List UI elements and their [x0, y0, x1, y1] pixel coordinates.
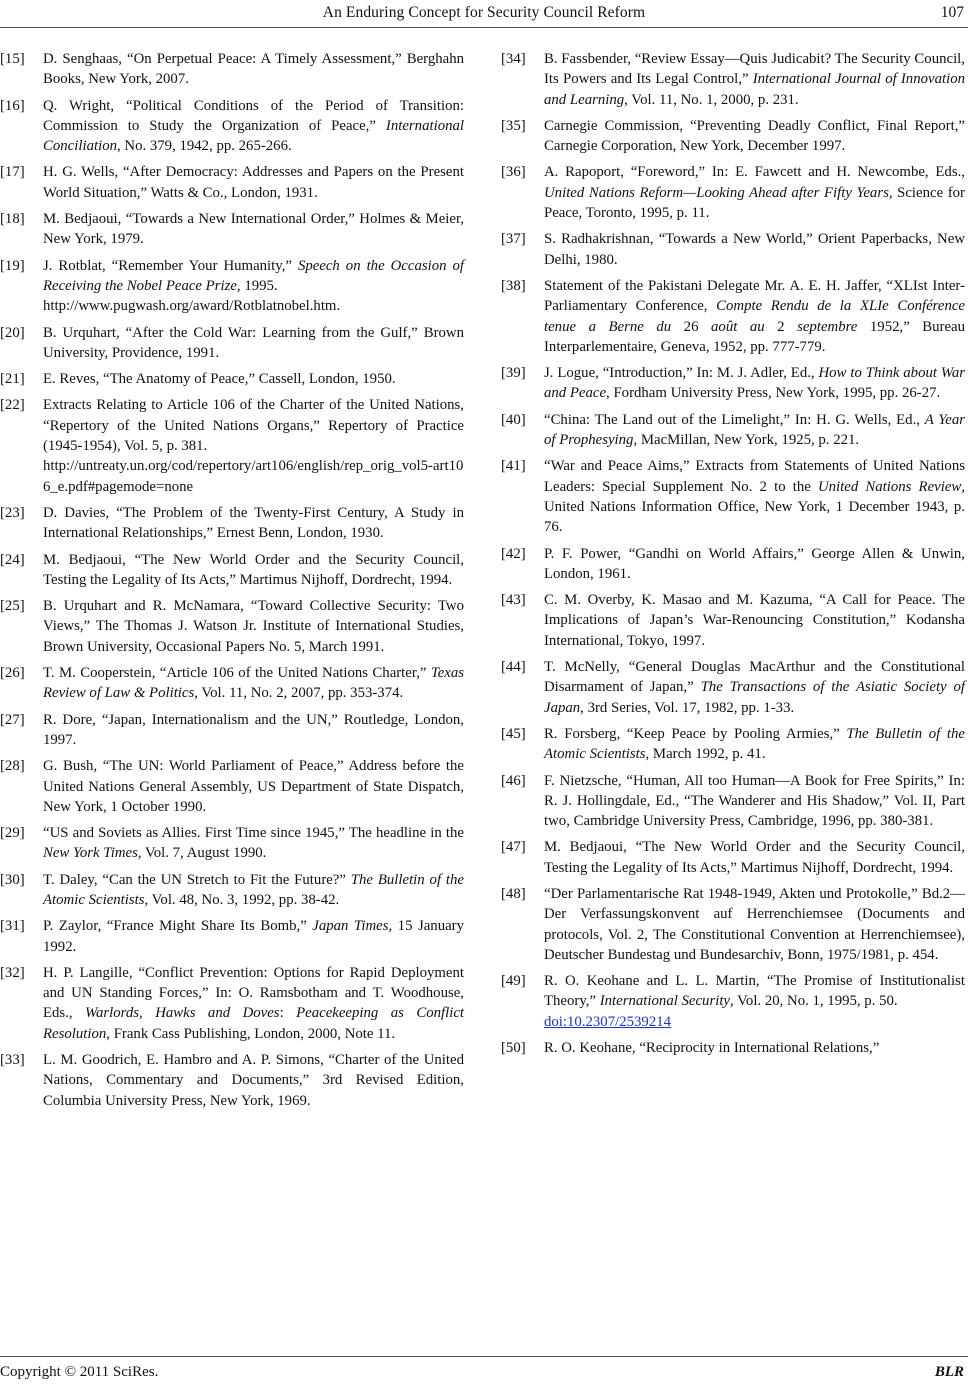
reference-text: 26 [671, 318, 712, 335]
reference-item [501, 837, 965, 878]
reference-text: 1952,” Bureau Interparlementaire, Geneva, 1952, pp. 777-779. [544, 318, 966, 355]
reference-italic-text: New York Times [43, 845, 138, 862]
reference-number: [45] [501, 725, 526, 742]
reference-item [501, 590, 965, 651]
reference-text: A. Rapoport, “Foreword,” In: E. Fawcett and H. Newcombe, Eds., [544, 164, 965, 181]
reference-text: R. O. Keohane, “Reciprocity in International Relations,” [544, 1040, 880, 1057]
reference-number: [31] [0, 918, 25, 935]
reference-number: [44] [501, 659, 526, 676]
reference-italic-text: United Nations Reform—Looking Ahead after Fifty Years [544, 184, 889, 201]
reference-number: [22] [0, 397, 25, 414]
reference-number: [21] [0, 371, 25, 388]
reference-text: D. Senghaas, “On Perpetual Peace: A Timely Assessment,” Berghahn Books, New York, 2007. [43, 51, 464, 88]
reference-number: [46] [501, 772, 526, 789]
reference-item [0, 663, 464, 704]
reference-text: , Fordham University Press, New York, 1995, pp. 26-27. [606, 385, 941, 402]
reference-text: T. M. Cooperstein, “Article 106 of the United Nations Charter,” [43, 665, 431, 682]
reference-text: “US and Soviets as Allies. First Time since 1945,” The headline in the [43, 825, 464, 842]
reference-item [0, 823, 464, 864]
reference-italic-text: Hawks and Doves [155, 1005, 280, 1022]
reference-text: M. Bedjaoui, “The New World Order and the Security Council, Testing the Legality of Its Acts,” Martimus Nijhoff, Dordrecht, 1994. [43, 551, 464, 588]
reference-text: Q. Wright, “Political Conditions of the Period of Transition: Commission to Study the Organization of Peace,” [43, 97, 464, 134]
reference-item [0, 323, 464, 364]
reference-item [501, 229, 965, 270]
journal-abbreviation: BLR [934, 1364, 964, 1380]
reference-item [501, 1038, 965, 1058]
reference-text: , [139, 1005, 156, 1022]
reference-item [501, 162, 965, 223]
reference-text: Statement of the Pakistani Delegate Mr. A. E. H. Jaffer, “XLIst Inter-Parliamentary Conference, [544, 277, 965, 315]
reference-item [0, 596, 464, 657]
reference-text: , Vol. 48, No. 3, 1992, pp. 38-42. [144, 891, 340, 908]
page-header [0, 0, 968, 30]
reference-item [501, 544, 965, 585]
reference-number: [27] [0, 711, 25, 728]
reference-number: [41] [501, 458, 526, 475]
reference-number: [33] [0, 1052, 25, 1069]
reference-number: [23] [0, 504, 25, 521]
reference-italic-text: septembre [797, 318, 858, 335]
reference-italic-text: août au [711, 318, 765, 335]
reference-text: H. P. Langille, “Conflict Prevention: Options for Rapid Deployment and UN Standing Forces,” In: O. Ramsbotham and T. Woodhouse, Eds., [43, 964, 464, 1022]
reference-number: [48] [501, 885, 526, 902]
reference-number: [15] [0, 51, 25, 67]
reference-number: [34] [501, 51, 526, 67]
reference-item [0, 916, 464, 957]
reference-text: “China: The Land out of the Limelight,” In: H. G. Wells, Ed., [544, 411, 925, 428]
reference-url[interactable]: http://untreaty.un.org/cod/repertory/art106/english/rep_orig_vol5-art106_e.pdf#pagemode=none [43, 458, 464, 495]
reference-item [501, 456, 965, 537]
reference-italic-text: Warlords [85, 1005, 140, 1022]
reference-text: E. Reves, “The Anatomy of Peace,” Cassell, London, 1950. [43, 371, 396, 388]
reference-number: [38] [501, 277, 526, 294]
reference-text: D. Davies, “The Problem of the Twenty-First Century, A Study in International Relationships,” Ernest Benn, London, 1930. [43, 504, 464, 542]
reference-italic-text: The Bulletin of the Atomic Scientists [43, 871, 464, 908]
reference-number: [19] [0, 257, 25, 274]
reference-italic-text: United Nations Review [817, 478, 962, 495]
reference-item [0, 162, 464, 203]
reference-item [0, 870, 464, 911]
reference-item [0, 963, 464, 1044]
running-title: An Enduring Concept for Security Council Reform [322, 4, 646, 21]
reference-text: , MacMillan, New York, 1925, p. 221. [633, 432, 860, 449]
reference-text: B. Urquhart, “After the Cold War: Learning from the Gulf,” Brown University, Providence, 1991. [43, 324, 464, 361]
reference-text: T. McNelly, “General Douglas MacArthur and the Constitutional Disarmament of Japan,” [544, 659, 965, 696]
reference-number: [37] [501, 231, 526, 248]
footer-rule [0, 1356, 968, 1357]
reference-text: , 1995. [236, 277, 278, 294]
reference-text: “War and Peace Aims,” Extracts from Statements of United Nations Leaders: Special Supplement No. 2 to the [544, 458, 965, 495]
reference-number: [36] [501, 164, 526, 181]
header-rule [0, 27, 968, 28]
reference-italic-text: A Year of Prophesying [544, 411, 965, 449]
reference-text: C. M. Overby, K. Masao and M. Kazuma, “A Call for Peace. The Implications of Japan’s War-Renouncing Constitution,” Kodansha International, Tokyo, 1997. [544, 592, 965, 649]
reference-text: H. G. Wells, “After Democracy: Addresses and Papers on the Present World Situation,” Watts & Co., London, 1931. [43, 164, 464, 201]
reference-number: [43] [501, 592, 526, 609]
reference-item [0, 395, 464, 496]
reference-text: , 15 January 1992. [43, 918, 464, 955]
reference-number: [40] [501, 411, 526, 428]
reference-italic-text: Texas Review of Law & Politics [43, 665, 464, 702]
page-number: 107 [940, 4, 964, 21]
references-right-column [501, 49, 965, 1064]
reference-item [0, 1050, 464, 1111]
reference-text: 2 [764, 318, 798, 335]
reference-text: J. Logue, “Introduction,” In: M. J. Adler, Ed., [544, 365, 819, 382]
reference-text: M. Bedjaoui, “Towards a New International Order,” Holmes & Meier, New York, 1979. [43, 211, 464, 248]
reference-text: Extracts Relating to Article 106 of the Charter of the United Nations, “Repertory of the United Nations Organs,” Repertory of Practice (1945-1954), Vol. 5, p. 381. [43, 397, 464, 455]
reference-item [501, 116, 965, 157]
reference-text: F. Nietzsche, “Human, All too Human—A Book for Free Spirits,” In: R. J. Hollingdale, Ed., “The Wanderer and His Shadow,” Vol. II, Part two, Cambridge University Press, Cambridge, 1996, pp. 380-381. [544, 772, 965, 830]
reference-number: [24] [0, 551, 25, 568]
reference-number: [30] [0, 871, 25, 888]
reference-text: , Vol. 20, No. 1, 1995, p. 50. [730, 993, 898, 1010]
reference-number: [25] [0, 598, 25, 615]
reference-number: [32] [0, 964, 25, 981]
reference-url[interactable]: http://www.pugwash.org/award/Rotblatnobel.htm. [43, 298, 341, 315]
reference-item [501, 884, 965, 965]
reference-number: [17] [0, 164, 25, 181]
reference-italic-text: Compte Rendu de la XLIe Conférence tenue a Berne du [544, 298, 965, 335]
reference-item [501, 657, 965, 718]
reference-item [0, 710, 464, 751]
reference-text: T. Daley, “Can the UN Stretch to Fit the Future?” [43, 871, 351, 888]
reference-number: [42] [501, 545, 526, 562]
reference-number: [47] [501, 839, 526, 856]
reference-number: [39] [501, 365, 526, 382]
reference-item [0, 256, 464, 317]
reference-text: L. M. Goodrich, E. Hambro and A. P. Simons, “Charter of the United Nations, Commentary and Documents,” 3rd Revised Edition, Columbia University Press, New York, 1969. [43, 1052, 464, 1109]
reference-text: M. Bedjaoui, “The New World Order and the Security Council, Testing the Legality of Its Acts,” Martimus Nijhoff, Dordrecht, 1994. [544, 839, 965, 876]
reference-text: R. O. Keohane and L. L. Martin, “The Promise of Institutionalist Theory,” [544, 973, 965, 1010]
reference-item [501, 724, 965, 765]
reference-text: P. F. Power, “Gandhi on World Affairs,” George Allen & Unwin, London, 1961. [544, 545, 965, 582]
reference-text: Carnegie Commission, “Preventing Deadly Conflict, Final Report,” Carnegie Corporation, New York, December 1997. [544, 117, 965, 155]
reference-number: [49] [501, 973, 526, 990]
reference-text: , Frank Cass Publishing, London, 2000, Note 11. [106, 1025, 396, 1042]
reference-text: B. Urquhart and R. McNamara, “Toward Collective Security: Two Views,” The Thomas J. Watson Jr. Institute of International Studies, Brown University, Occasional Papers No. 5, March 1991. [43, 598, 464, 655]
reference-text: G. Bush, “The UN: World Parliament of Peace,” Address before the United Nations General Assembly, US Department of State Dispatch, New York, 1 October 1990. [43, 758, 464, 815]
reference-text: J. Rotblat, “Remember Your Humanity,” [43, 257, 298, 274]
reference-text: B. Fassbender, “Review Essay—Quis Judicabit? The Security Council, Its Powers and Its Legal Control,” [544, 51, 965, 88]
reference-italic-text: International Journal of Innovation and Learning [544, 71, 965, 108]
reference-text: P. Zaylor, “France Might Share Its Bomb,” [43, 918, 313, 935]
reference-italic-text: The Bulletin of the Atomic Scientists [544, 725, 966, 763]
references-left-column [0, 49, 464, 1117]
reference-item [0, 550, 464, 591]
reference-text: R. Forsberg, “Keep Peace by Pooling Armies,” [544, 725, 847, 742]
reference-text: : [279, 1005, 297, 1022]
reference-item [0, 209, 464, 250]
reference-number: [18] [0, 211, 25, 228]
reference-item [0, 96, 464, 157]
reference-text: , Vol. 7, August 1990. [137, 845, 267, 862]
reference-text: “Der Parlamentarische Rat 1948-1949, Akten und Protokolle,” Bd.2—Der Verfassungskonvent auf Herrenchiemsee (Documents and protocols, Vol. 2, The Constitutional Convention at Herrenchiemsee), Deutscher Bundestag und Bundesarchiv, Bonn, 1975/1981, p. 454. [544, 885, 965, 963]
reference-text: , Science for Peace, Toronto, 1995, p. 11. [544, 184, 965, 222]
reference-text: R. Dore, “Japan, Internationalism and the UN,” Routledge, London, 1997. [43, 711, 464, 748]
reference-number: [29] [0, 825, 25, 842]
reference-item [0, 503, 464, 544]
reference-text: , 3rd Series, Vol. 17, 1982, pp. 1-33. [580, 699, 795, 716]
reference-item [501, 410, 965, 451]
reference-text: , March 1992, p. 41. [645, 746, 766, 763]
reference-item [0, 756, 464, 817]
reference-item [0, 49, 464, 90]
reference-item [501, 363, 965, 404]
reference-text: , Vol. 11, No. 1, 2000, p. 231. [624, 91, 799, 108]
reference-text: , United Nations Information Office, New York, 1 December 1943, p. 76. [544, 478, 965, 536]
reference-italic-text: Peacekeeping as Conflict Resolution [43, 1005, 465, 1042]
reference-number: [16] [0, 97, 25, 114]
reference-number: [35] [501, 117, 526, 134]
reference-number: [26] [0, 665, 25, 682]
copyright-notice: Copyright © 2011 SciRes. [0, 1364, 159, 1380]
reference-number: [50] [501, 1040, 526, 1057]
reference-italic-text: Speech on the Occasion of Receiving the Nobel Peace Prize [43, 257, 464, 294]
reference-italic-text: The Transactions of the Asiatic Society of Japan [544, 679, 965, 716]
reference-italic-text: Japan Times [312, 918, 389, 935]
reference-item [0, 369, 464, 389]
reference-italic-text: International Conciliation [43, 117, 464, 155]
reference-item [501, 771, 965, 832]
reference-item [501, 276, 965, 357]
reference-number: [28] [0, 758, 25, 775]
reference-item [501, 971, 965, 1032]
reference-italic-text: International Security [599, 993, 731, 1010]
reference-item [501, 49, 965, 110]
reference-text: S. Radhakrishnan, “Towards a New World,” Orient Paperbacks, New Delhi, 1980. [544, 231, 965, 268]
reference-text: , No. 379, 1942, pp. 265-266. [117, 138, 292, 155]
reference-italic-text: How to Think about War and Peace [544, 365, 965, 402]
reference-text: , Vol. 11, No. 2, 2007, pp. 353-374. [194, 685, 404, 702]
reference-number: [20] [0, 324, 25, 341]
doi-link[interactable]: doi:10.2307/2539214 [544, 1013, 672, 1030]
